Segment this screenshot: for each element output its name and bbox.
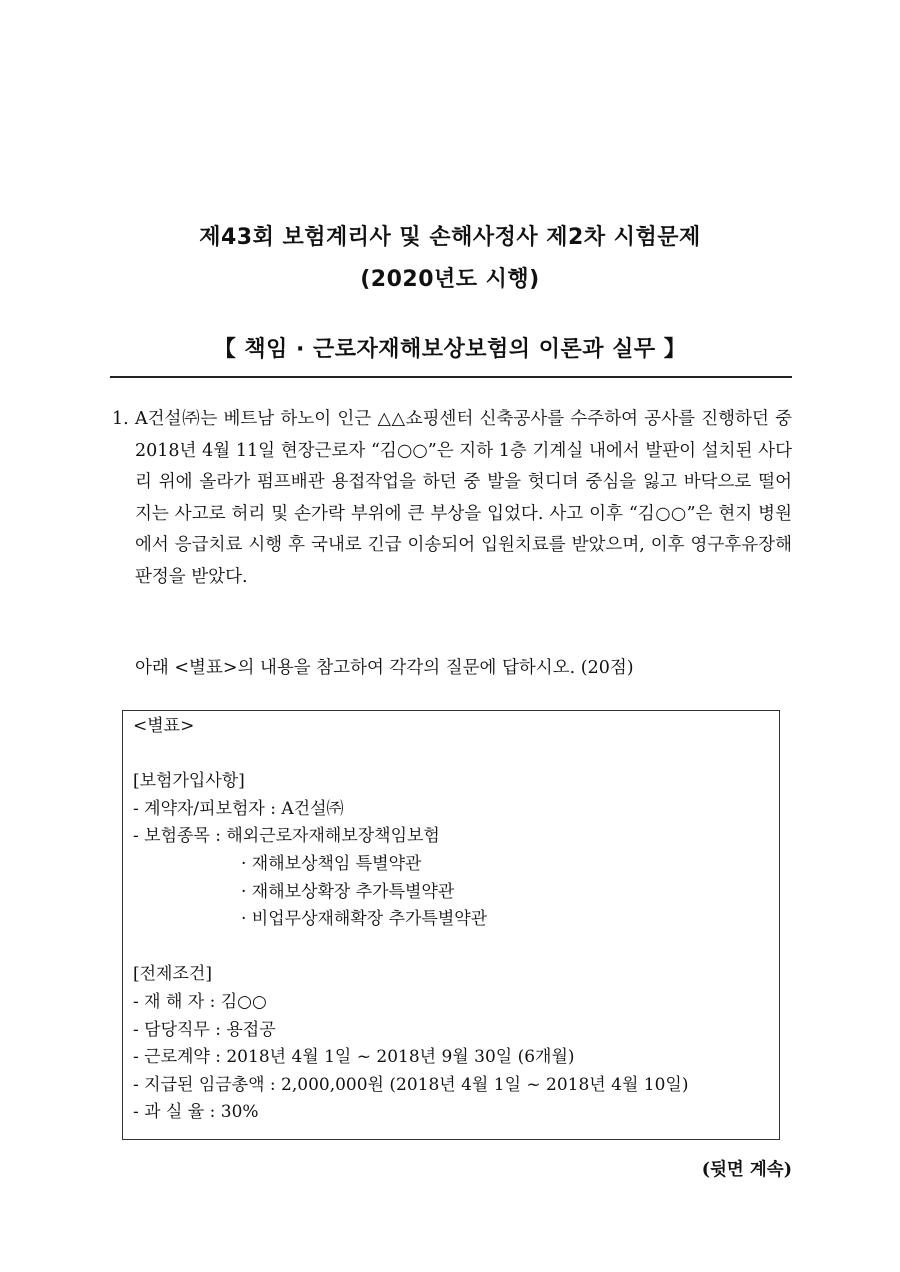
spacer [133,741,779,769]
question-1 [112,404,792,593]
endorsement-item: · 재해보상확장 추가특별약관 [241,881,455,902]
endorsement-item: · 재해보상책임 특별약관 [241,853,422,874]
exam-year: (2020년도 시행) [360,267,540,292]
question-text: A건설㈜는 베트남 하노이 인근 △△쇼핑센터 신축공사를 수주하여 공사를 진행하던 중 2018년 4월 11일 현장근로자 “김○○”은 지하 1층 기계실 내에서 발판이 설치된 사다리 위에 올라가 펌프배관 용접작업을 하던 중 발을 헛디뎌 중심을 잃고 바닥으로 떨어지는 사고로 허리 및 손가락 부위에 큰 부상을 입었다. 사고 이후 “김○○”은 현지 병원에서 응급치료 시행 후 국내로 긴급 이송되어 입원치료를 받았으며, 이후 영구후유장해 판정을 받았다. [135,409,792,587]
attachment-table-box [122,710,780,1140]
divider [110,376,792,378]
instruction-text: 아래 <별표>의 내용을 참고하여 각각의 질문에 답하시오. (20점) [135,658,634,678]
section-heading: 【 책임 · 근로자재해보상보험의 이론과 실무 】 [213,337,687,362]
condition-item: - 과 실 율 : 30% [133,1102,259,1123]
question-number: 1. [112,409,129,429]
contractor-line: - 계약자/피보험자 : A건설㈜ [133,798,344,819]
insurance-type-line: - 보험종목 : 해외근로자재해보장책임보험 [133,826,440,847]
box-label: <별표> [133,716,195,736]
exam-title: 제43회 보험계리사 및 손해사정사 제2차 시험문제 [199,225,701,250]
condition-item: - 지급된 임금총액 : 2,000,000원 (2018년 4월 1일 ~ 2018년 4월 10일) [133,1074,689,1095]
condition-item: - 근로계약 : 2018년 4월 1일 ~ 2018년 9월 30일 (6개월) [133,1047,575,1068]
continued-note: (뒷면 계속) [701,1160,792,1180]
insurance-heading: [보험가입사항] [133,771,245,792]
condition-item: - 담당직무 : 용접공 [133,1019,276,1040]
spacer [133,934,779,962]
endorsement-item: · 비업무상재해확장 추가특별약관 [241,909,488,930]
conditions-heading: [전제조건] [133,964,212,985]
condition-item: - 재 해 자 : 김○○ [133,991,267,1012]
